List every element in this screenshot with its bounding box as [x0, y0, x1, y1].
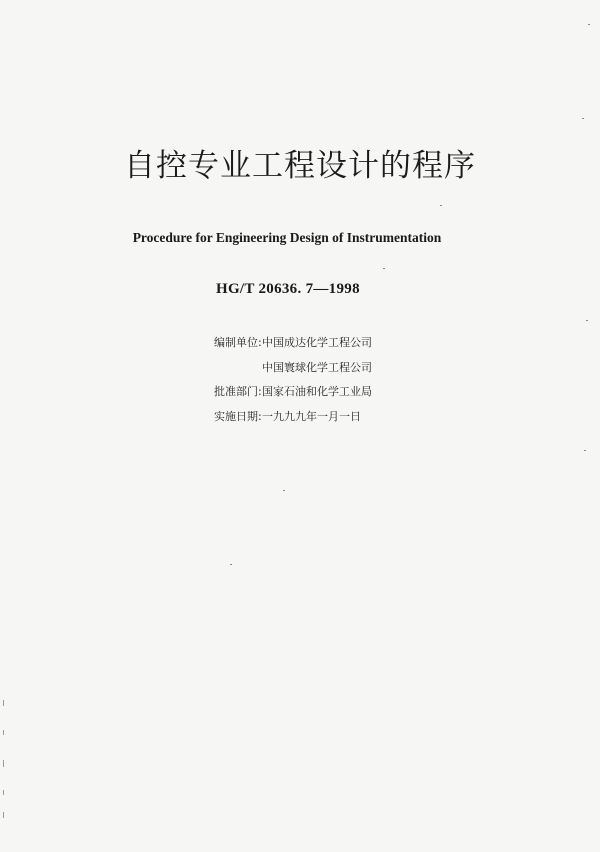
document-meta — [214, 331, 372, 429]
meta-row-compiler-2 — [214, 356, 372, 381]
meta-label: 批准部门: — [214, 385, 262, 398]
meta-label: 编制单位: — [214, 336, 262, 349]
scan-edge-mark — [3, 760, 4, 767]
scan-speck — [230, 564, 232, 565]
meta-value: 中国成达化学工程公司 — [262, 336, 372, 349]
scan-edge-mark — [3, 700, 4, 706]
scan-speck — [588, 24, 590, 25]
meta-row-effective-date — [214, 405, 372, 430]
scan-speck — [586, 320, 588, 321]
document-title-cn: 自控专业工程设计的程序 — [124, 148, 476, 184]
meta-row-approver — [214, 380, 372, 405]
scan-edge-mark — [3, 730, 4, 735]
scan-speck — [283, 490, 285, 491]
meta-value: 中国寰球化学工程公司 — [262, 360, 372, 374]
meta-label: 实施日期: — [214, 409, 262, 423]
standard-code: HG/T 20636. 7—1998 — [216, 281, 360, 297]
meta-row-compiler-1 — [214, 331, 372, 356]
meta-value: 国家石油和化学工业局 — [262, 385, 372, 398]
document-title-en: Procedure for Engineering Design of Instrumentation — [132, 230, 442, 245]
scan-edge-mark — [3, 812, 4, 818]
scan-edge-mark — [3, 790, 4, 795]
scan-speck — [584, 450, 586, 451]
scan-speck — [383, 268, 385, 269]
meta-label — [214, 356, 262, 381]
scan-speck — [582, 118, 584, 119]
meta-value: 一九九九年一月一日 — [262, 409, 361, 423]
scan-speck — [440, 205, 442, 206]
